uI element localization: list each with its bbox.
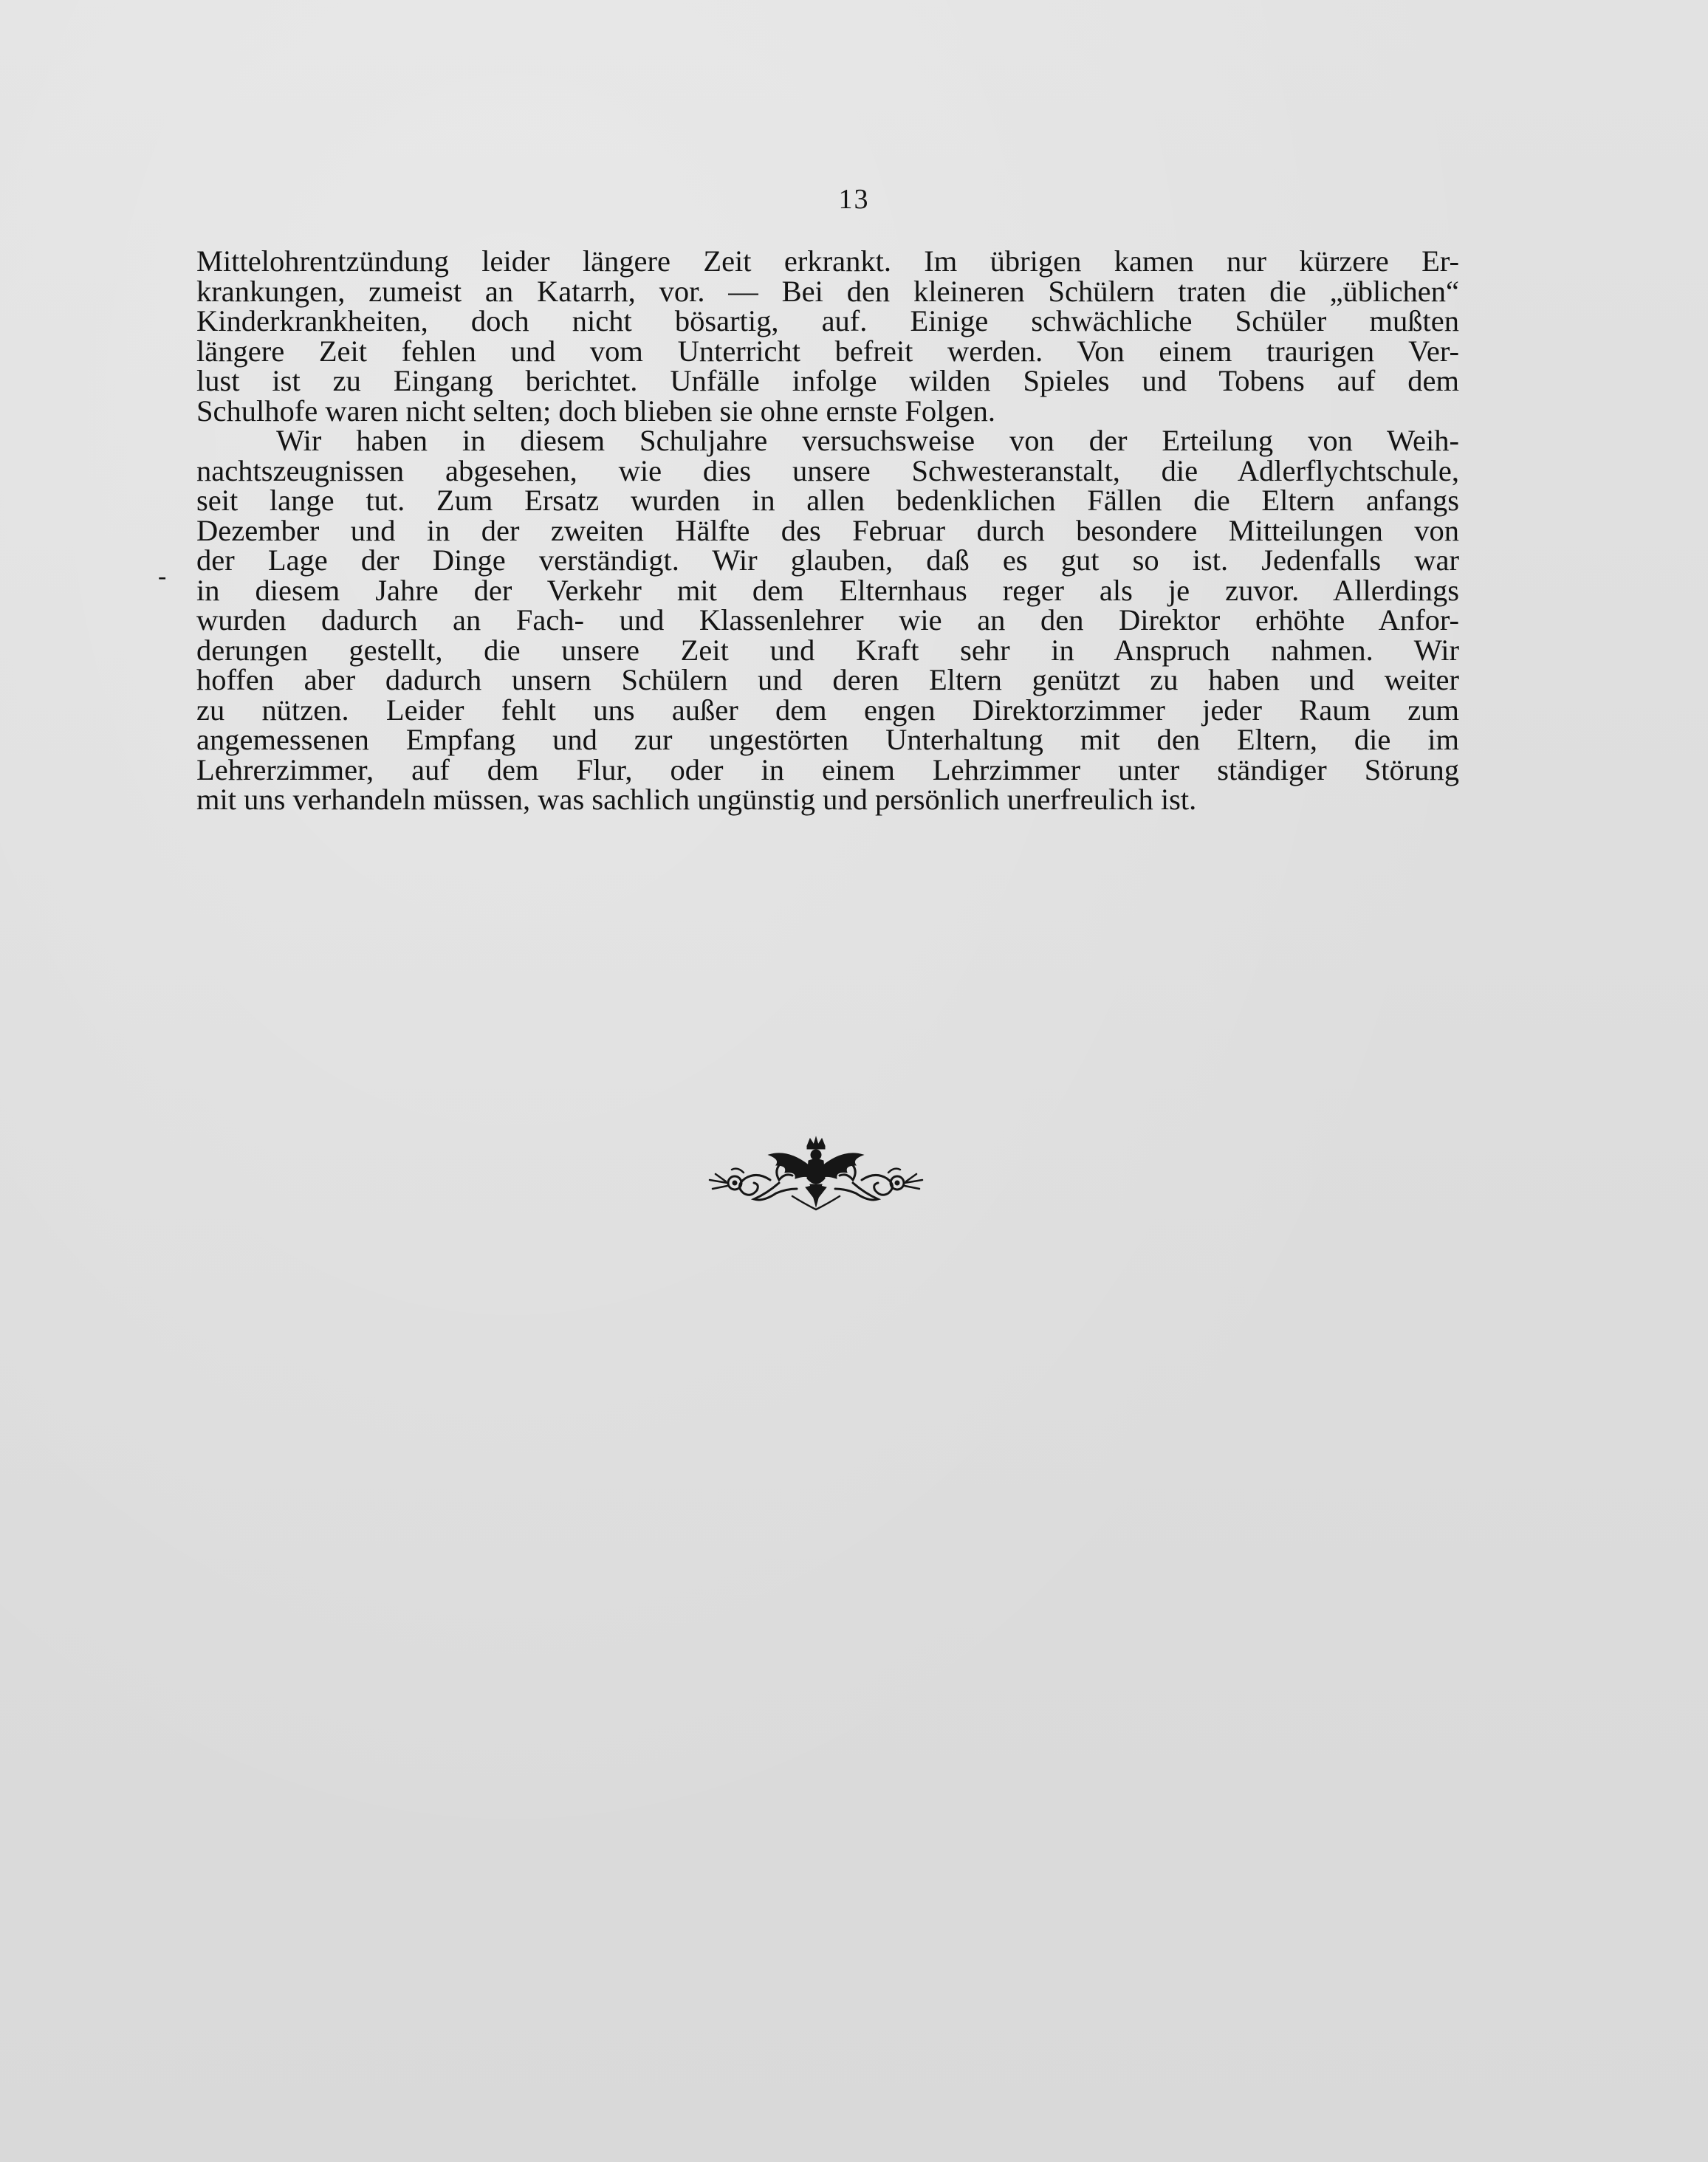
text-line: angemessenen Empfang und zur ungestörten Unterhaltung mit den Eltern, die im <box>196 723 1459 756</box>
text-line: derungen gestellt, die unsere Zeit und Kraft sehr in Anspruch nahmen. Wir <box>196 633 1459 667</box>
text-line: krankungen, zumeist an Katarrh, vor. — Bei den kleineren Schülern traten die „üblichen“ <box>196 274 1459 308</box>
text-line: Wir haben in diesem Schuljahre versuchsweise von der Erteilung von Weih- <box>276 424 1459 457</box>
text-line: nachtszeugnissen abgesehen, wie dies unsere Schwesteranstalt, die Adlerflychtschule, <box>196 453 1459 487</box>
text-line: Schulhofe waren nicht selten; doch blieben sie ohne ernste Folgen. <box>196 394 995 428</box>
text-line: der Lage der Dinge verständigt. Wir glauben, daß es gut so ist. Jedenfalls war <box>196 543 1459 577</box>
text-line: seit lange tut. Zum Ersatz wurden in allen bedenklichen Fällen die Eltern anfangs <box>196 484 1459 517</box>
text-line: mit uns verhandeln müssen, was sachlich ungünstig und persönlich unerfreulich ist. <box>196 783 1197 816</box>
heraldic-eagle-vignette-icon <box>705 1136 927 1217</box>
text-line: Kinderkrankheiten, doch nicht bösartig, auf. Einige schwächliche Schüler mußten <box>196 304 1459 337</box>
margin-mark: - <box>158 563 167 590</box>
text-line: Lehrerzimmer, auf dem Flur, oder in einem Lehrzimmer unter ständiger Störung <box>196 752 1459 786</box>
text-line: längere Zeit fehlen und vom Unterricht befreit werden. Von einem traurigen Ver- <box>196 334 1459 368</box>
text-line: Mittelohrentzündung leider längere Zeit erkrankt. Im übrigen kamen nur kürzere Er- <box>196 244 1459 278</box>
text-line: lust ist zu Eingang berichtet. Unfälle infolge wilden Spieles und Tobens auf dem <box>196 364 1459 397</box>
text-line: hoffen aber dadurch unsern Schülern und deren Eltern genützt zu haben und weiter <box>196 663 1459 696</box>
text-line: Dezember und in der zweiten Hälfte des Februar durch besondere Mitteilungen von <box>196 513 1459 547</box>
body-text <box>196 244 1459 816</box>
text-line: zu nützen. Leider fehlt uns außer dem engen Direktorzimmer jeder Raum zum <box>196 693 1459 727</box>
page-number: 13 <box>838 184 870 215</box>
text-line: in diesem Jahre der Verkehr mit dem Elternhaus reger als je zuvor. Allerdings <box>196 573 1459 607</box>
text-line: wurden dadurch an Fach- und Klassenlehrer wie an den Direktor erhöhte Anfor- <box>196 603 1459 636</box>
